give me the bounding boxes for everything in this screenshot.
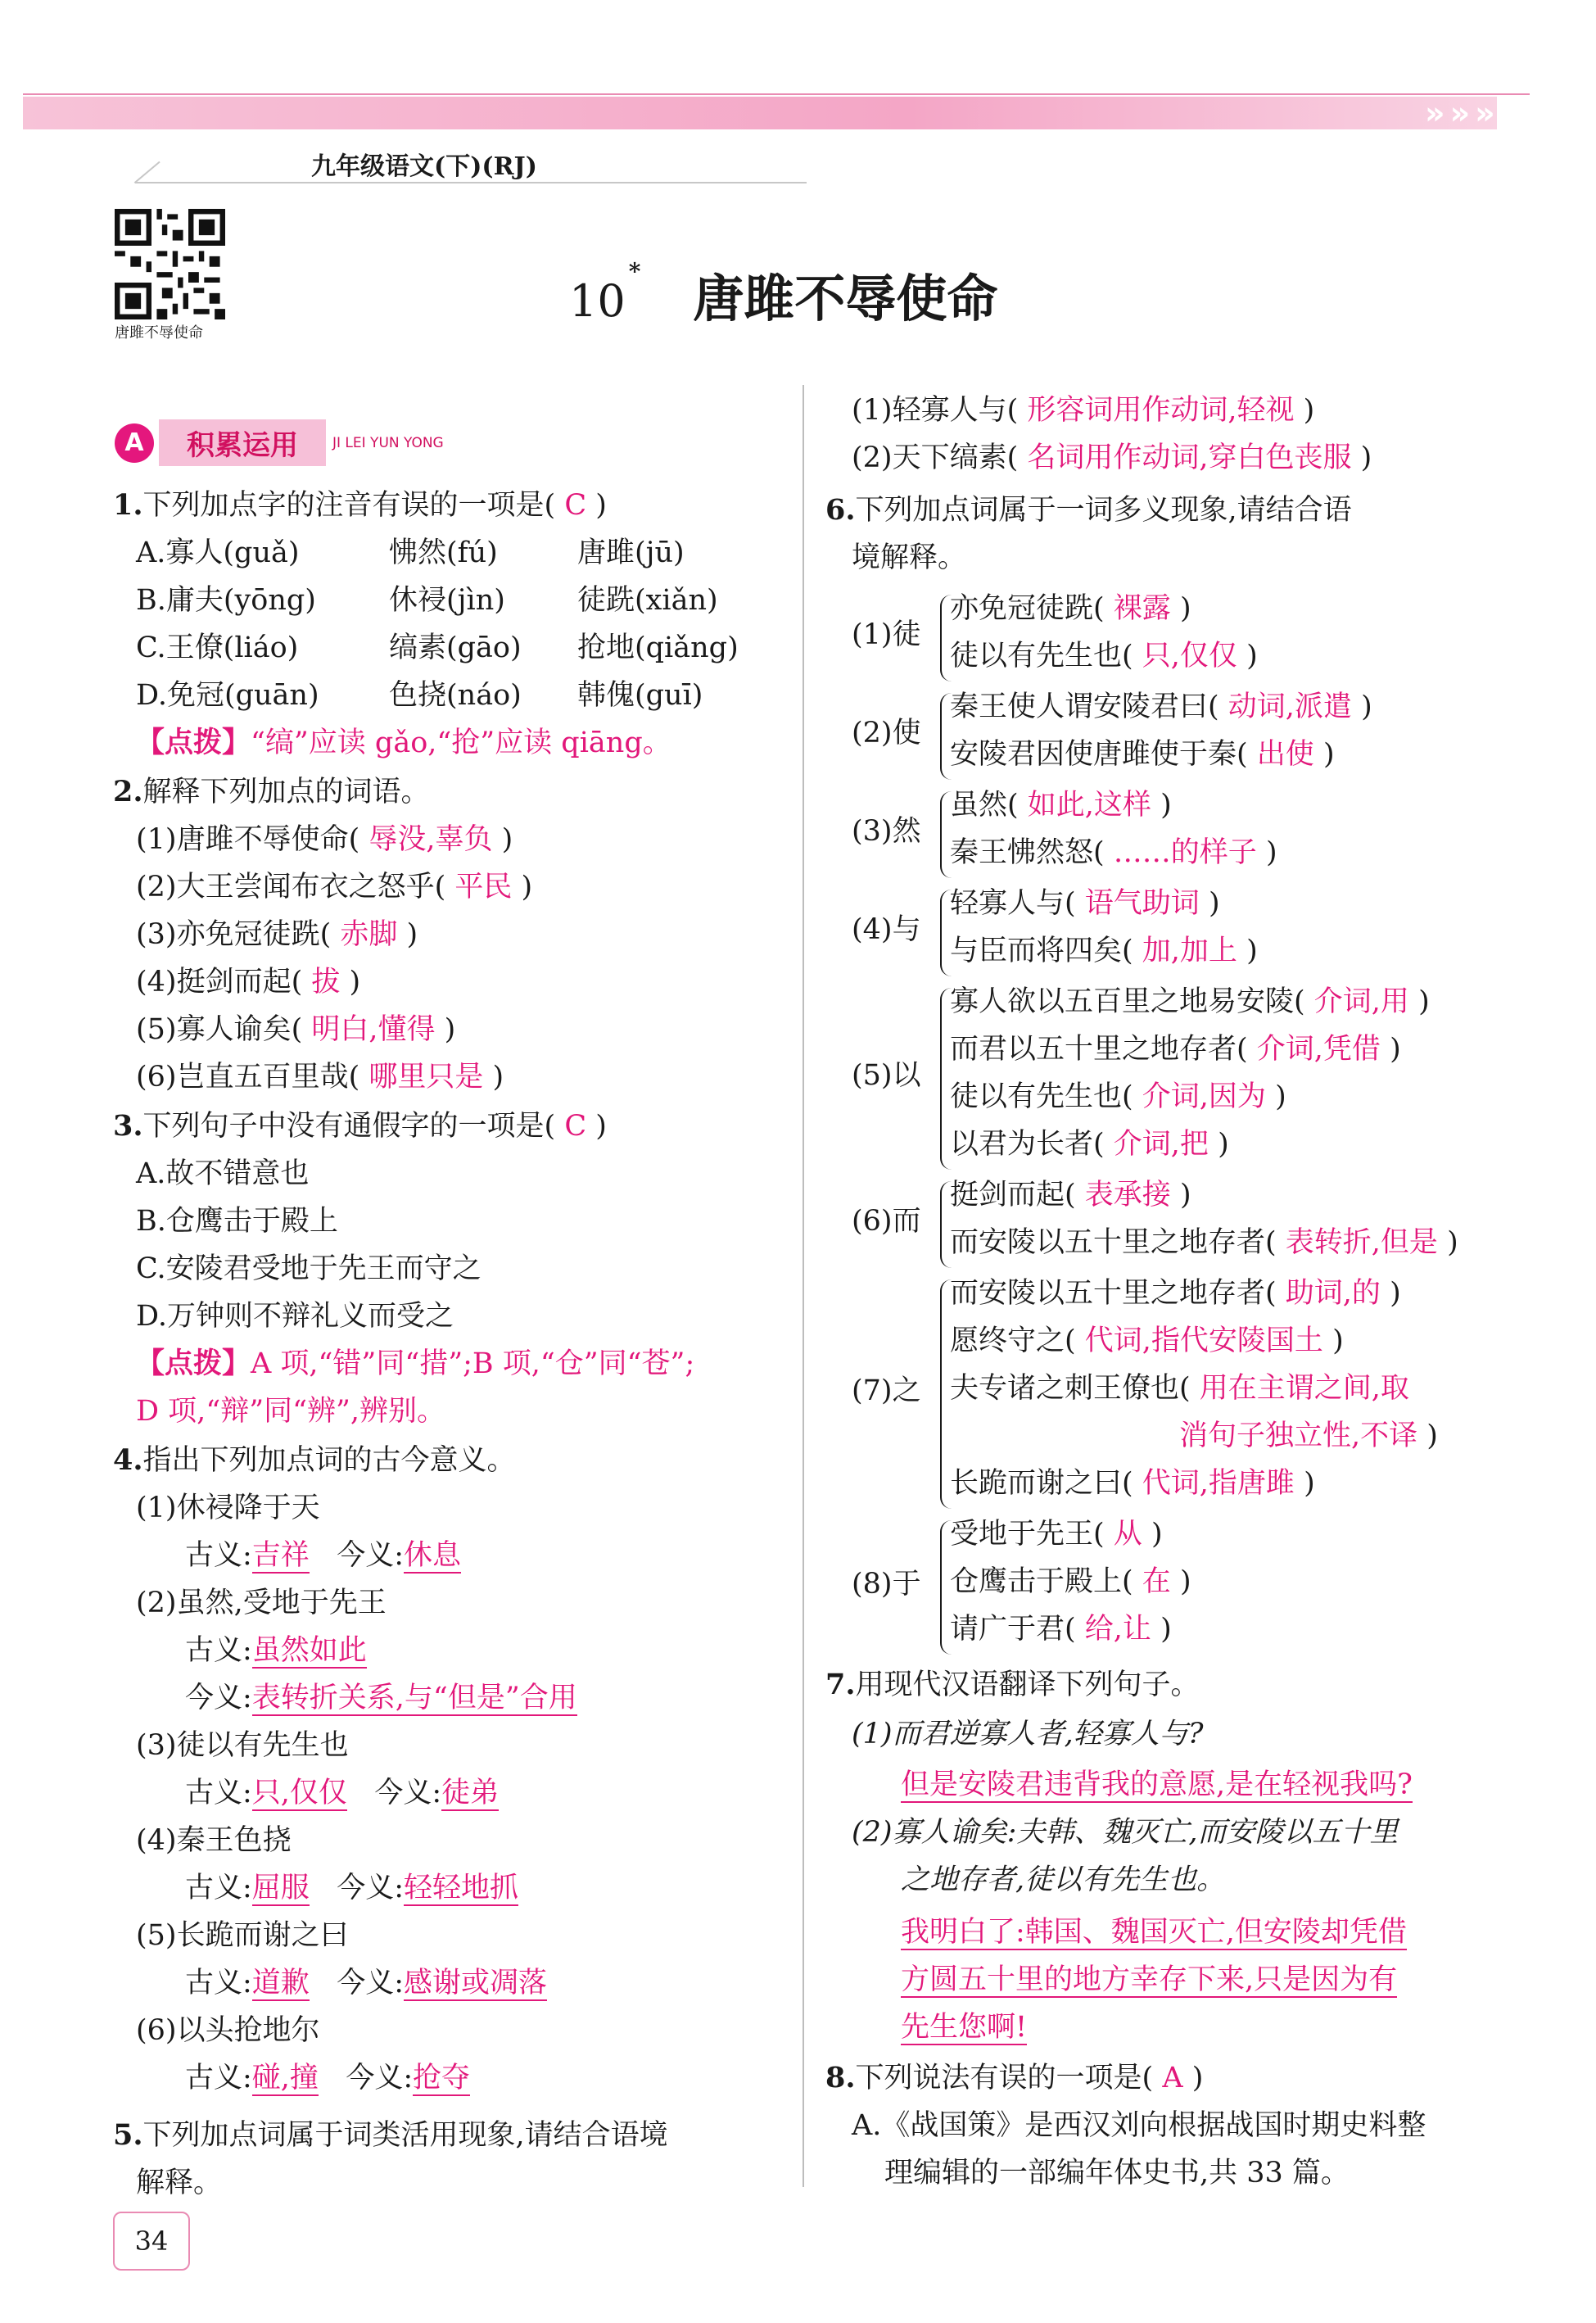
item-text: 徒以有先生也( bbox=[950, 640, 1133, 672]
answer: 消句子独立性,不译 bbox=[1179, 1420, 1418, 1452]
item bbox=[950, 834, 1277, 872]
paren-close: ) bbox=[1179, 1565, 1191, 1598]
question-number: 3. bbox=[113, 1109, 143, 1143]
sub-question: (5)长跪而谢之曰 bbox=[136, 1919, 349, 1952]
paren-close: ) bbox=[1160, 1613, 1172, 1646]
question-6 bbox=[825, 491, 1352, 529]
item-text: (4)挺剑而起( bbox=[136, 966, 303, 998]
tip-text: “缟”应读 gǎo,“抢”应读 qiāng。 bbox=[251, 727, 671, 759]
answer: 表转折,但是 bbox=[1285, 1226, 1438, 1259]
answer: 赤脚 bbox=[340, 918, 398, 951]
item bbox=[950, 1078, 1286, 1116]
item bbox=[950, 1370, 1409, 1407]
item bbox=[136, 868, 532, 906]
question-text: 下列加点字的注音有误的一项是( bbox=[142, 489, 556, 522]
answer: ……的样子 bbox=[1113, 836, 1257, 869]
paren-close: ) bbox=[1179, 1179, 1191, 1211]
gu-answer: 只,仅仅 bbox=[251, 1777, 347, 1809]
header-band-edge bbox=[23, 93, 1530, 95]
answer: 表承接 bbox=[1084, 1179, 1171, 1211]
gu-answer: 道歉 bbox=[251, 1967, 310, 1999]
paren-close: ) bbox=[1265, 836, 1277, 869]
translation-2 bbox=[901, 1913, 1407, 1951]
sentence-1: (1)而君逆寡人者,轻寡人与? bbox=[852, 1718, 1204, 1750]
item bbox=[950, 786, 1172, 824]
paren-close: ) bbox=[1160, 789, 1172, 822]
gu-answer: 碰,撞 bbox=[251, 2062, 319, 2094]
lesson-title-text: 唐雎不辱使命 bbox=[693, 269, 998, 328]
option-cell: 徒跣(xiǎn) bbox=[577, 584, 718, 617]
item-text: (2)天下缟素( bbox=[852, 442, 1019, 474]
item bbox=[136, 1011, 455, 1048]
answer: A bbox=[1162, 2062, 1183, 2094]
gu-label: 古义: bbox=[185, 1539, 252, 1572]
sentence-2: (2)寡人谕矣:夫韩、魏灭亡,而安陵以五十里 bbox=[852, 1816, 1399, 1849]
sub-question: (3)徒以有先生也 bbox=[136, 1729, 349, 1762]
section-pinyin: JI LEI YUN YONG bbox=[332, 434, 444, 451]
item-text: 长跪而谢之曰( bbox=[950, 1467, 1133, 1500]
gu-answer: 虽然如此 bbox=[251, 1634, 367, 1667]
item-text: 而安陵以五十里之地存者( bbox=[950, 1277, 1277, 1310]
paren-close: ) bbox=[1218, 1128, 1229, 1161]
question-text: 下列句子中没有通假字的一项是( bbox=[142, 1110, 556, 1143]
gu-label: 古义: bbox=[185, 1872, 252, 1904]
answer: 动词,派遣 bbox=[1228, 691, 1352, 723]
paren-close: ) bbox=[1303, 394, 1315, 427]
jin-label: 今义: bbox=[337, 1872, 404, 1904]
sub-question: (1)休祲降于天 bbox=[136, 1492, 320, 1524]
item-text: (1)轻寡人与( bbox=[852, 394, 1019, 427]
section-letter: A bbox=[115, 423, 154, 463]
question-number: 4. bbox=[113, 1443, 143, 1477]
book-title: 九年级语文(下)(RJ) bbox=[311, 152, 537, 181]
jin-label: 今义: bbox=[337, 1539, 404, 1572]
item bbox=[136, 821, 513, 858]
option-cell: 唐雎(jū) bbox=[577, 537, 685, 569]
item-text: 愿终守之( bbox=[950, 1325, 1076, 1357]
group-label: (8)于 bbox=[852, 1568, 921, 1601]
answer: 介词,凭借 bbox=[1256, 1033, 1381, 1066]
item-text: 安陵君因使唐雎使于秦( bbox=[950, 738, 1248, 771]
option-row bbox=[136, 534, 300, 572]
option-a: A.《战国策》是西汉刘向根据战国时期史料整 bbox=[852, 2109, 1426, 2142]
meaning-row bbox=[185, 1964, 547, 2002]
answer: 哪里只是 bbox=[368, 1061, 484, 1094]
jin-answer: 感谢或凋落 bbox=[404, 1967, 548, 1999]
paren-close: ) bbox=[1304, 1467, 1315, 1500]
answer: 代词,指唐雎 bbox=[1142, 1467, 1295, 1500]
item bbox=[950, 1275, 1401, 1312]
answer: 给,让 bbox=[1084, 1613, 1151, 1646]
item-text: 寡人欲以五百里之地易安陵( bbox=[950, 985, 1305, 1018]
answer: 如此,这样 bbox=[1027, 789, 1151, 822]
question-1 bbox=[113, 487, 607, 524]
gu-label: 古义: bbox=[185, 1777, 252, 1809]
item-text: 以君为长者( bbox=[950, 1128, 1105, 1161]
item-text: 徒以有先生也( bbox=[950, 1080, 1133, 1113]
answer: 只,仅仅 bbox=[1142, 640, 1237, 672]
option-cell: 色挠(náo) bbox=[389, 679, 522, 712]
paren-close: ) bbox=[1275, 1080, 1286, 1113]
answer: 平民 bbox=[454, 871, 513, 903]
answer: 从 bbox=[1113, 1518, 1142, 1551]
item bbox=[950, 1322, 1344, 1360]
paren-close: ) bbox=[1447, 1226, 1458, 1259]
sentence-2-continued: 之地存者,徒以有先生也。 bbox=[901, 1863, 1226, 1896]
answer: 出使 bbox=[1256, 738, 1314, 771]
option-cell: 抢地(qiǎng) bbox=[577, 632, 739, 664]
option: B.仓鹰击于殿上 bbox=[136, 1205, 338, 1238]
group-label: (1)徒 bbox=[852, 618, 921, 651]
group-label: (4)与 bbox=[852, 913, 921, 946]
item-text: (6)岂直五百里哉( bbox=[136, 1061, 360, 1094]
answer: 我明白了:韩国、魏国灭亡,但安陵却凭借 bbox=[901, 1916, 1407, 1949]
jin-answer: 抢夺 bbox=[413, 2062, 471, 2094]
question-number: 5. bbox=[113, 2118, 143, 2152]
item bbox=[136, 916, 418, 953]
paren-close: ) bbox=[595, 1110, 607, 1143]
meaning-row bbox=[185, 1632, 367, 1669]
option-row bbox=[577, 534, 685, 572]
item bbox=[950, 932, 1258, 970]
option-row bbox=[389, 582, 505, 619]
gu-label: 古义: bbox=[185, 1634, 252, 1667]
meaning-row bbox=[185, 1869, 518, 1907]
option: C.安陵君受地于先王而守之 bbox=[136, 1252, 482, 1285]
item bbox=[136, 963, 360, 1001]
question-4 bbox=[113, 1442, 516, 1479]
item bbox=[950, 1465, 1315, 1502]
item-text: 轻寡人与( bbox=[950, 887, 1076, 920]
lesson-star: * bbox=[628, 258, 641, 285]
group-label: (6)而 bbox=[852, 1205, 921, 1238]
option-cell: 怫然(fú) bbox=[389, 537, 498, 569]
section-label: 积累运用 bbox=[159, 419, 326, 466]
item bbox=[950, 1610, 1172, 1648]
paren-close: ) bbox=[1322, 738, 1335, 771]
paren-close: ) bbox=[1191, 2062, 1204, 2094]
item bbox=[852, 392, 1314, 429]
option-row bbox=[577, 582, 718, 619]
option-row bbox=[136, 677, 319, 714]
qr-caption: 唐雎不辱使命 bbox=[115, 324, 203, 342]
option-row bbox=[389, 629, 522, 667]
group-label: (5)以 bbox=[852, 1059, 921, 1092]
answer: 加,加上 bbox=[1142, 935, 1237, 967]
jin-label: 今义: bbox=[185, 1682, 252, 1714]
paren-close: ) bbox=[1332, 1325, 1344, 1357]
answer: 拔 bbox=[311, 966, 341, 998]
paren-close: ) bbox=[492, 1061, 504, 1094]
option-row bbox=[389, 677, 522, 714]
answer: 介词,把 bbox=[1113, 1128, 1209, 1161]
option-cell: 缟素(gāo) bbox=[389, 632, 522, 664]
item bbox=[950, 1030, 1401, 1068]
gu-label: 古义: bbox=[185, 2062, 252, 2094]
tip bbox=[136, 724, 671, 762]
meaning-row bbox=[185, 1679, 577, 1717]
item bbox=[950, 688, 1372, 726]
option-a-continued: 理编辑的一部编年体史书,共 33 篇。 bbox=[884, 2157, 1350, 2189]
item-text: (2)大王尝闻布衣之怒乎( bbox=[136, 871, 446, 903]
item bbox=[950, 983, 1430, 1021]
answer: 名词用作动词,穿白色丧服 bbox=[1027, 442, 1352, 474]
answer: 明白,懂得 bbox=[311, 1013, 436, 1046]
answer: 在 bbox=[1142, 1565, 1171, 1598]
item-text: 夫专诸之刺王僚也( bbox=[950, 1372, 1191, 1405]
item-text: 挺剑而起( bbox=[950, 1179, 1076, 1211]
item bbox=[950, 590, 1191, 627]
option-row bbox=[389, 534, 498, 572]
paren-close: ) bbox=[1246, 935, 1258, 967]
answer: 介词,用 bbox=[1313, 985, 1409, 1018]
question-text: 下列加点词属于一词多义现象,请结合语 bbox=[855, 494, 1352, 527]
answer: 方圆五十里的地方幸存下来,只是因为有 bbox=[901, 1963, 1398, 1996]
page-number bbox=[113, 2212, 190, 2271]
header-band bbox=[23, 97, 1497, 129]
item bbox=[136, 1058, 504, 1096]
jin-label: 今义: bbox=[337, 1967, 404, 1999]
page-number-text: 34 bbox=[134, 2226, 169, 2257]
option-cell: A.寡人(guǎ) bbox=[136, 537, 300, 569]
translation-2-line-3 bbox=[901, 2008, 1027, 2046]
item-text: 受地于先王( bbox=[950, 1518, 1105, 1551]
answer: 介词,因为 bbox=[1142, 1080, 1266, 1113]
question-text-continued: 解释。 bbox=[136, 2167, 223, 2199]
tip-continued: D 项,“辩”同“辨”,辨别。 bbox=[136, 1395, 446, 1428]
option: D.万钟则不辩礼义而受之 bbox=[136, 1300, 454, 1333]
meaning-row bbox=[185, 2059, 470, 2097]
question-text: 下列加点词属于词类活用现象,请结合语境 bbox=[142, 2119, 668, 2152]
jin-label: 今义: bbox=[346, 2062, 414, 2094]
item bbox=[950, 1515, 1163, 1553]
chevron-arrows-icon: » » » bbox=[1425, 95, 1495, 131]
paren-close: ) bbox=[349, 966, 361, 998]
option-row bbox=[136, 582, 316, 619]
section-badge bbox=[115, 419, 444, 466]
item-text: (1)唐雎不辱使命( bbox=[136, 823, 360, 856]
sub-question: (2)虽然,受地于先王 bbox=[136, 1587, 387, 1619]
question-number: 8. bbox=[825, 2061, 856, 2094]
option-cell: 休祲(jìn) bbox=[389, 584, 505, 617]
paren-close: ) bbox=[1208, 887, 1220, 920]
lesson-title bbox=[569, 258, 997, 331]
answer: 但是安陵君违背我的意愿,是在轻视我吗? bbox=[901, 1768, 1413, 1801]
question-3 bbox=[113, 1107, 607, 1145]
option-cell: 韩傀(guī) bbox=[577, 679, 703, 712]
answer: 代词,指代安陵国土 bbox=[1084, 1325, 1323, 1357]
paren-close: ) bbox=[1246, 640, 1258, 672]
group-label: (3)然 bbox=[852, 815, 921, 848]
sub-question: (6)以头抢地尔 bbox=[136, 2014, 320, 2047]
lesson-number: 10 bbox=[569, 275, 626, 327]
item bbox=[950, 885, 1220, 922]
answer: 先生您啊! bbox=[901, 2011, 1028, 2044]
group-label: (2)使 bbox=[852, 717, 921, 749]
option-row bbox=[577, 629, 739, 667]
paren-close: ) bbox=[1418, 985, 1430, 1018]
paren-close: ) bbox=[521, 871, 533, 903]
column-divider bbox=[803, 385, 804, 2187]
question-8 bbox=[825, 2059, 1203, 2097]
item bbox=[950, 1125, 1229, 1163]
paren-close: ) bbox=[1361, 691, 1372, 723]
paren-close: ) bbox=[1360, 442, 1372, 474]
answer: 用在主谓之间,取 bbox=[1199, 1372, 1409, 1405]
answer: 裸露 bbox=[1113, 592, 1171, 625]
meaning-row bbox=[185, 1537, 461, 1574]
tip-label: 【点拨】 bbox=[136, 1347, 251, 1380]
item bbox=[950, 1563, 1191, 1601]
answer: 辱没,辜负 bbox=[368, 823, 493, 856]
item-text: 虽然( bbox=[950, 789, 1019, 822]
option-row bbox=[136, 629, 298, 667]
question-text: 用现代汉语翻译下列句子。 bbox=[855, 1669, 1200, 1701]
question-number: 7. bbox=[825, 1668, 856, 1701]
option-cell: D.免冠(guān) bbox=[136, 679, 319, 712]
tip-text: A 项,“错”同“措”;B 项,“仓”同“苍”; bbox=[251, 1347, 695, 1380]
paren-close: ) bbox=[444, 1013, 456, 1046]
item-text: 与臣而将四矣( bbox=[950, 935, 1133, 967]
paren-close: ) bbox=[595, 489, 607, 522]
item bbox=[950, 1176, 1191, 1214]
item-text: 而君以五十里之地存者( bbox=[950, 1033, 1248, 1066]
paren-close: ) bbox=[406, 918, 418, 951]
question-text-continued: 境解释。 bbox=[852, 541, 967, 574]
tip bbox=[136, 1345, 694, 1383]
group-label: (7)之 bbox=[852, 1374, 921, 1407]
question-number: 1. bbox=[113, 488, 143, 522]
answer: 助词,的 bbox=[1285, 1277, 1381, 1310]
question-number: 2. bbox=[113, 775, 143, 808]
paren-close: ) bbox=[1390, 1033, 1401, 1066]
jin-answer: 徒弟 bbox=[441, 1777, 500, 1809]
paren-close: ) bbox=[1151, 1518, 1163, 1551]
item bbox=[852, 439, 1372, 477]
question-2 bbox=[113, 773, 430, 811]
jin-answer: 轻轻地抓 bbox=[404, 1872, 519, 1904]
translation-2-line-2 bbox=[901, 1961, 1397, 1999]
jin-answer: 休息 bbox=[404, 1539, 462, 1572]
answer: C bbox=[564, 489, 587, 522]
item-text: 秦王怫然怒( bbox=[950, 836, 1105, 869]
item-text: 秦王使人谓安陵君曰( bbox=[950, 691, 1219, 723]
item-text: (5)寡人谕矣( bbox=[136, 1013, 303, 1046]
question-5 bbox=[113, 2117, 668, 2154]
item-text: 请广于君( bbox=[950, 1613, 1076, 1646]
question-text: 下列说法有误的一项是( bbox=[855, 2062, 1154, 2094]
gu-answer: 屈服 bbox=[251, 1872, 310, 1904]
item-continued bbox=[1179, 1417, 1438, 1455]
tip-label: 【点拨】 bbox=[136, 726, 251, 759]
item-text: 仓鹰击于殿上( bbox=[950, 1565, 1133, 1598]
meaning-row bbox=[185, 1774, 499, 1812]
question-7 bbox=[825, 1666, 1200, 1704]
item bbox=[950, 1224, 1458, 1261]
paren-close: ) bbox=[1179, 592, 1191, 625]
question-text: 解释下列加点的词语。 bbox=[142, 776, 430, 808]
paren-close: ) bbox=[1390, 1277, 1401, 1310]
paren-close: ) bbox=[1426, 1420, 1438, 1452]
item-text: (3)亦免冠徒跣( bbox=[136, 918, 332, 951]
option-cell: C.王僚(liáo) bbox=[136, 632, 299, 664]
gu-label: 古义: bbox=[185, 1967, 252, 1999]
item-text: 而安陵以五十里之地存者( bbox=[950, 1226, 1277, 1259]
paren-close: ) bbox=[501, 823, 513, 856]
option-row bbox=[577, 677, 703, 714]
sub-question: (4)秦王色挠 bbox=[136, 1824, 292, 1857]
answer: C bbox=[564, 1110, 587, 1143]
answer: 形容词用作动词,轻视 bbox=[1027, 394, 1295, 427]
translation-1 bbox=[901, 1766, 1413, 1804]
gu-answer: 吉祥 bbox=[251, 1539, 310, 1572]
option-cell: B.庸夫(yōng) bbox=[136, 584, 316, 617]
answer: 语气助词 bbox=[1084, 887, 1200, 920]
item bbox=[950, 736, 1335, 773]
jin-label: 今义: bbox=[374, 1777, 442, 1809]
item-text: 亦免冠徒跣( bbox=[950, 592, 1105, 625]
option: A.故不错意也 bbox=[136, 1157, 310, 1190]
jin-answer: 表转折关系,与“但是”合用 bbox=[251, 1682, 577, 1714]
question-text: 指出下列加点词的古今意义。 bbox=[142, 1444, 516, 1477]
item bbox=[950, 637, 1258, 675]
question-number: 6. bbox=[825, 493, 856, 527]
qr-code-icon[interactable] bbox=[115, 209, 225, 319]
